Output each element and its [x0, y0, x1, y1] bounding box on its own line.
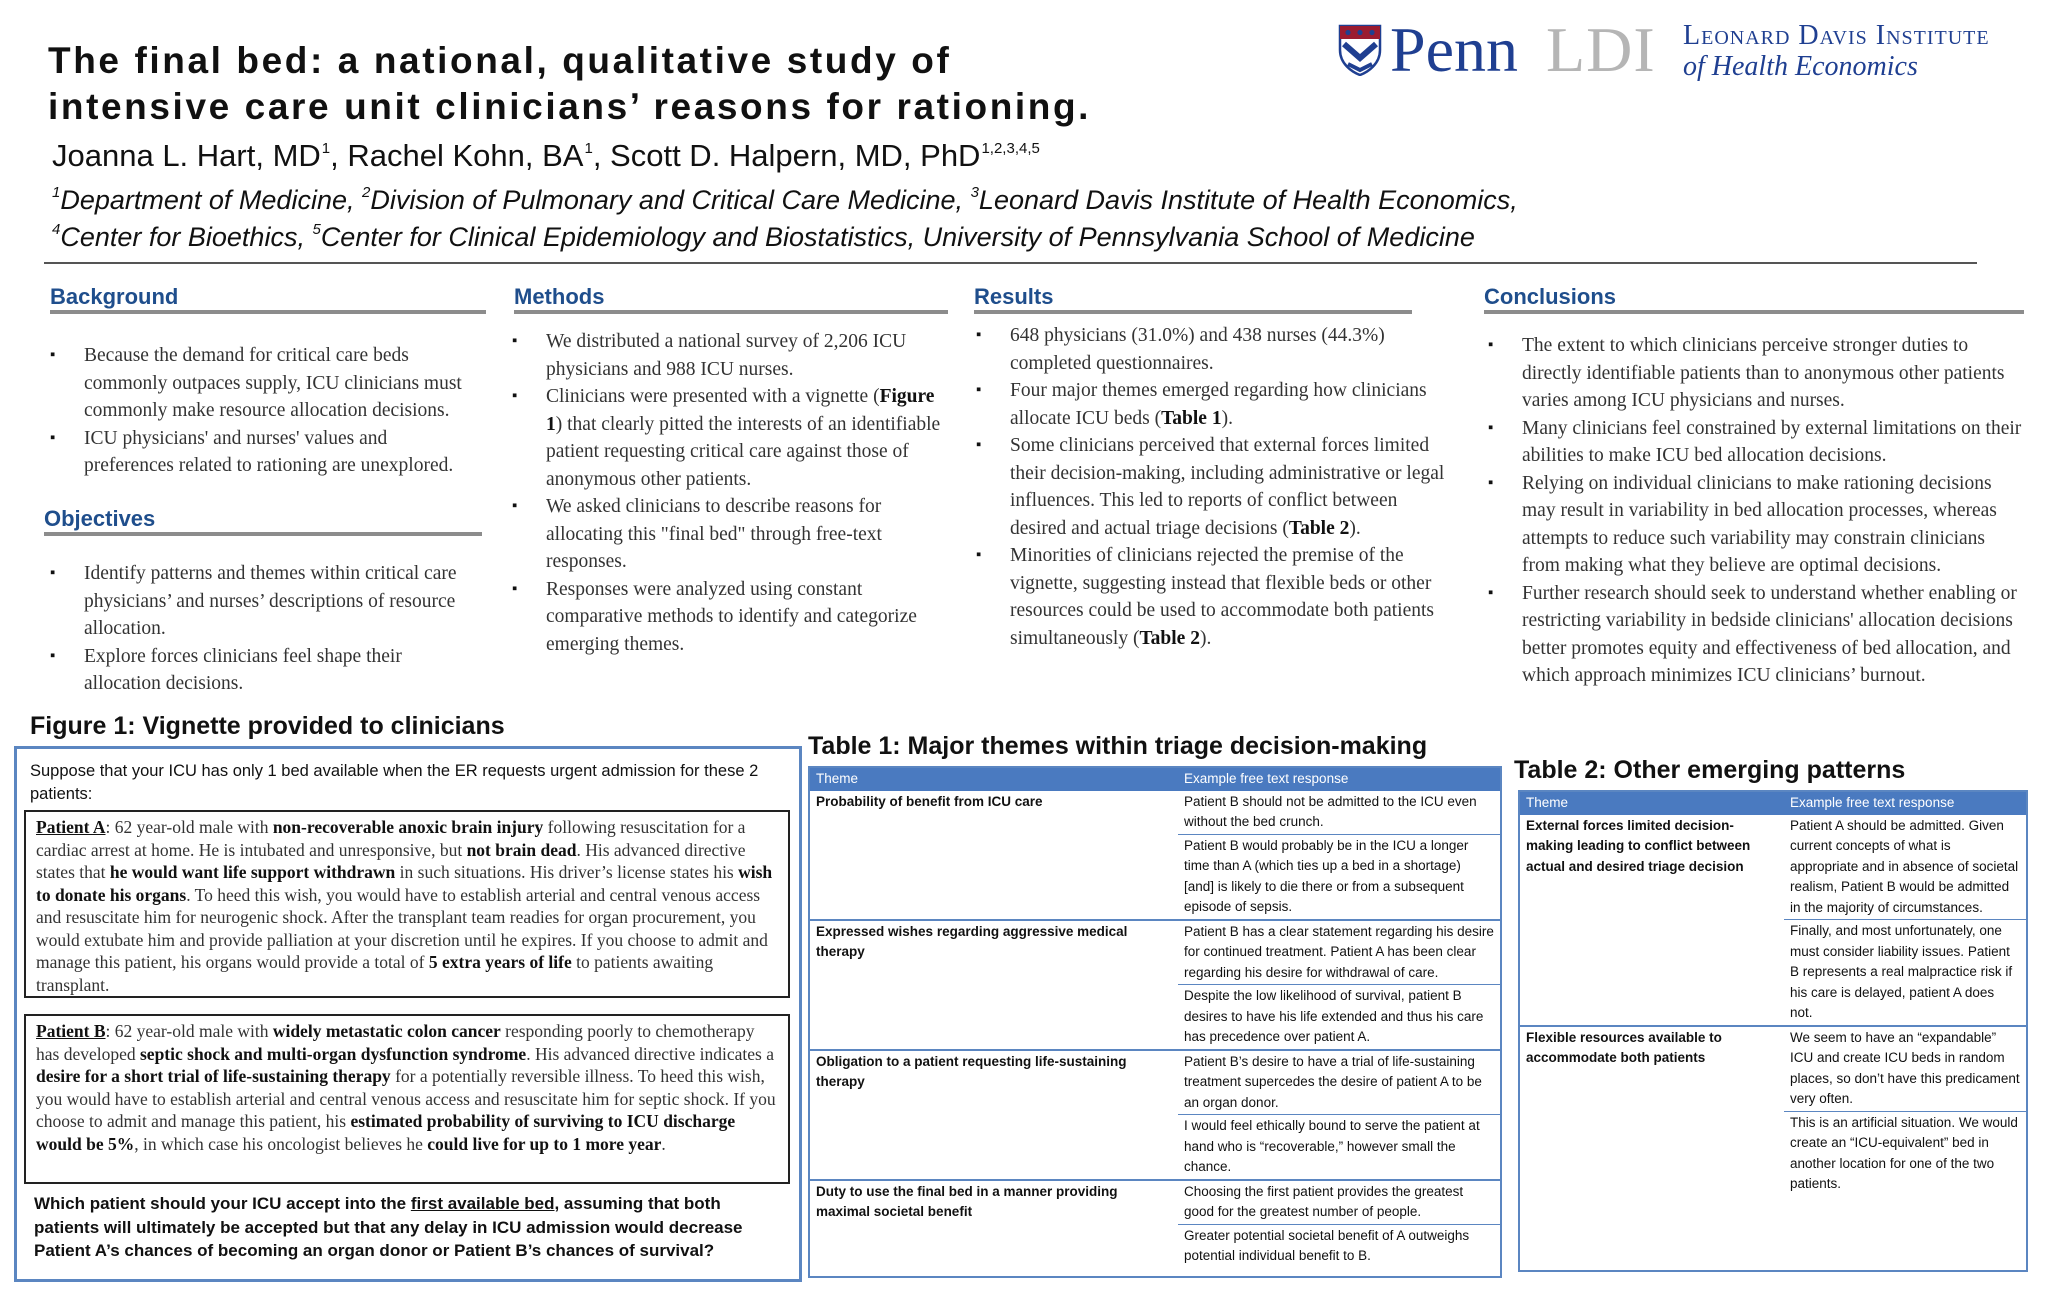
- conclusions-bullet: ▪ Relying on individual clinicians to make rationing decisions may result in variability in bed allocation processes, whereas attempts to reduce such variability may constrain clinicians from making what they believe are optimal decisions.: [1488, 470, 2024, 580]
- penn-logo: Penn: [1390, 14, 1518, 85]
- affil-number: 3: [970, 184, 979, 201]
- patient-a-text: . His advanced directive states that: [36, 839, 746, 882]
- table2-col-response: Example free text response: [1784, 792, 2026, 815]
- methods-bullet-text: Responses were analyzed using constant comparative methods to identify and categorize emerging themes.: [546, 578, 917, 655]
- background-list: [50, 342, 480, 480]
- background-rule: [50, 310, 486, 314]
- affil-number: 1: [52, 184, 61, 201]
- objectives-bullet: ▪ Explore forces clinicians feel shape their allocation decisions.: [50, 643, 480, 698]
- table1-response-cell: Despite the low likelihood of survival, patient B desires to have his life extended and thus his care has precedence over patient A.: [1178, 985, 1500, 1050]
- methods-bullet: [512, 576, 948, 659]
- table1-theme-cell: Obligation to a patient requesting life-sustaining therapy: [810, 1050, 1178, 1180]
- header-divider: [44, 262, 1977, 264]
- results-bullet-bold: Table 2: [1139, 627, 1200, 649]
- results-list: [976, 322, 1448, 652]
- author-name: Joanna L. Hart, MD: [52, 138, 321, 173]
- table1-title: Table 1: Major themes within triage decision-making: [808, 732, 1428, 760]
- patient-a-bold: non-recoverable anoxic brain injury: [272, 817, 544, 837]
- patient-b-bold: septic shock and multi-organ dysfunction syndrome: [140, 1043, 527, 1064]
- patient-b-underline: Patient B: [36, 1021, 106, 1041]
- table1-response-cell: Patient B’s desire to have a trial of life-sustaining treatment supercedes the desire of patient A to be an organ donor.: [1178, 1050, 1500, 1115]
- affil-text: Center for Bioethics,: [60, 222, 313, 252]
- results-bullet: [976, 377, 1448, 432]
- table1-theme-cell: Expressed wishes regarding aggressive medical therapy: [810, 920, 1178, 1050]
- patient-b-text: . His advanced directive indicates a: [526, 1043, 775, 1064]
- results-bullet-bold: Table 2: [1288, 517, 1350, 539]
- table1-response-cell: I would feel ethically bound to serve the patient at hand who is “recoverable,” however small the chance.: [1178, 1115, 1500, 1180]
- conclusions-bullet: ▪ Further research should seek to understand whether enabling or restricting variability in bedside clinicians' allocation decisions better promotes equity and effectiveness of bed allocation, and which approach minimizes ICU clinicians’ burnout.: [1488, 580, 2024, 690]
- objectives-heading: Objectives: [44, 506, 156, 531]
- methods-bullet: [512, 493, 948, 576]
- question-text: Which patient should your ICU accept into the: [34, 1194, 411, 1213]
- results-bullet-text: Some clinicians perceived that external forces limited their decision-making, including administrative or legal influences. This led to reports of conflict between desired and actual triage decisions (: [1010, 435, 1445, 539]
- author-affil-number: 1: [321, 140, 331, 157]
- table2-theme-cell: External forces limited decision-making leading to conflict between actual and desired triage decision: [1526, 817, 1751, 874]
- poster-title: [48, 38, 1268, 130]
- methods-list: [512, 328, 948, 658]
- question-text: , assuming that both patients will ultimately be accepted but that any delay in ICU admission would decrease Patient A’s chances of becoming an organ donor or Patient B’s chances of survival?: [34, 1194, 743, 1260]
- results-heading: Results: [974, 284, 1054, 309]
- title-line-1: The final bed: a national, qualitative study of: [48, 40, 952, 81]
- patient-b-text: , in which case his oncologist believes he: [134, 1133, 428, 1154]
- conclusions-list: [1488, 332, 2024, 690]
- objectives-bullet: ▪ Identify patterns and themes within critical care physicians’ and nurses’ descriptions of resource allocation.: [50, 560, 480, 643]
- patient-a-text: in such situations. His driver’s license states his: [395, 862, 739, 882]
- conclusions-bullet: ▪ The extent to which clinicians perceive stronger duties to directly identifiable patients than to anonymous other patients varies among ICU physicians and nurses.: [1488, 332, 2024, 415]
- patient-b-bold: estimated probability of surviving to ICU discharge would be 5%: [36, 1111, 736, 1154]
- patient-a-bold: 5 extra years of life: [428, 952, 572, 972]
- results-bullet: [976, 432, 1448, 542]
- table1-col-theme: Theme: [810, 768, 1178, 791]
- objectives-list: [50, 560, 480, 698]
- ldi-name-line-2: of Health Economics: [1683, 51, 1918, 82]
- methods-bullet: [512, 328, 948, 383]
- results-bullet-text: 648 physicians (31.0%) and 438 nurses (44.3%) completed questionnaires.: [1010, 325, 1385, 374]
- table2-response-cell: We seem to have an “expandable” ICU and create ICU beds in random places, so don’t have this predicament very often.: [1784, 1026, 2026, 1112]
- figure1-title: Figure 1: Vignette provided to clinicians: [30, 712, 505, 740]
- affil-number: 2: [361, 184, 371, 201]
- results-bullet-text: Minorities of clinicians rejected the premise of the vignette, suggesting instead that flexible beds or other resources could be used to accommodate both patients simultaneously (: [1010, 545, 1434, 649]
- affil-text: Leonard Davis Institute of Health Economics,: [978, 185, 1518, 215]
- patient-a-underline: Patient A: [36, 817, 106, 837]
- table1-row: [810, 920, 1500, 985]
- table2-frame: [1518, 790, 2028, 1272]
- patient-a-text: : 62 year-old male with: [105, 817, 273, 837]
- affil-text: Center for Clinical Epidemiology and Biostatistics, University of Pennsylvania School of Medicine: [320, 222, 1475, 252]
- patient-b-bold: widely metastatic colon cancer: [272, 1021, 501, 1041]
- ldi-logo: LDI: [1546, 14, 1656, 85]
- patient-a-text: to patients awaiting transplant.: [36, 952, 714, 995]
- table1: [810, 768, 1500, 1268]
- table2-response-cell: Finally, and most unfortunately, one must consider liability issues. Patient B represents a real malpractice risk if his care is delayed, patient A does not.: [1784, 920, 2026, 1026]
- methods-bullet: [512, 383, 948, 493]
- table1-response-cell: Choosing the first patient provides the greatest good for the greatest number of people.: [1178, 1180, 1500, 1225]
- patient-b-bold: could live for up to 1 more year: [427, 1133, 662, 1154]
- table1-row: [810, 1050, 1500, 1115]
- methods-bullet-text: We distributed a national survey of 2,206 ICU physicians and 988 ICU nurses.: [546, 331, 907, 380]
- results-bullet: [976, 322, 1448, 377]
- figure1-intro: Suppose that your ICU has only 1 bed available when the ER requests urgent admission for these 2 patients:: [30, 762, 759, 803]
- results-bullet-text: ).: [1349, 517, 1361, 539]
- table1-frame: [808, 766, 1502, 1278]
- table2-theme-cell: Flexible resources available to accommodate both patients: [1520, 1026, 1784, 1196]
- ldi-name-line-1: Leonard Davis Institute: [1683, 20, 1990, 51]
- patient-b-bold: desire for a short trial of life-sustaining therapy: [36, 1066, 391, 1086]
- table1-response-cell: Patient B should not be admitted to the ICU even without the bed crunch.: [1184, 793, 1477, 829]
- table2-row: [1520, 815, 2026, 920]
- author-affil-number: 1: [584, 140, 593, 157]
- methods-bullet-text: ) that clearly pitted the interests of an identifiable patient requesting critical care against those of anonymous other patients.: [546, 413, 941, 490]
- methods-rule: [514, 310, 948, 314]
- conclusions-bullet: ▪ Many clinicians feel constrained by external limitations on their abilities to make ICU bed allocation decisions.: [1488, 415, 2024, 470]
- methods-bullet-bold: Figure 1: [546, 386, 935, 435]
- table2: [1520, 792, 2026, 1196]
- patient-a-vignette: [24, 810, 790, 998]
- patient-b-vignette: [24, 1014, 790, 1184]
- patient-a-emph: [36, 817, 106, 837]
- patient-b-text: responding poorly to chemotherapy has developed: [36, 1021, 755, 1064]
- table1-col-response: Example free text response: [1178, 768, 1500, 791]
- methods-heading: Methods: [514, 284, 605, 309]
- background-heading: Background: [50, 284, 179, 309]
- author-name: Rachel Kohn, BA: [347, 138, 584, 173]
- table1-response-cell: Greater potential societal benefit of A outweighs potential individual benefit to B.: [1178, 1224, 1500, 1268]
- patient-a-bold: wish to donate his organs: [36, 862, 773, 905]
- affiliations-line-1: [52, 184, 1518, 216]
- patient-b-text: .: [661, 1133, 666, 1154]
- table1-header-row: [810, 768, 1500, 791]
- table2-title: Table 2: Other emerging patterns: [1514, 756, 1906, 784]
- table1-row: [810, 791, 1500, 835]
- table1-row: [810, 1180, 1500, 1225]
- methods-bullet-text: We asked clinicians to describe reasons for allocating this "final bed" through free-text responses.: [546, 496, 882, 572]
- table2-response-cell: Patient A should be admitted. Given current concepts of what is appropriate and in absence of societal realism, Patient B would be admitted in the majority of circumstances.: [1790, 817, 2019, 915]
- patient-a-bold: not brain dead: [466, 839, 577, 860]
- question-underline: first available bed: [410, 1194, 555, 1213]
- table1-response-cell: Patient B has a clear statement regarding his desire for continued treatment. Patient A has been clear regarding his desire for withdrawal of care.: [1178, 920, 1500, 985]
- affil-number: 5: [312, 221, 321, 238]
- patient-a-bold: he would want life support withdrawn: [109, 862, 396, 882]
- table2-header-row: [1520, 792, 2026, 815]
- results-bullet-text: ).: [1199, 627, 1212, 649]
- title-line-2: intensive care unit clinicians’ reasons for rationing.: [48, 86, 1092, 127]
- author-name: Scott D. Halpern, MD, PhD: [610, 138, 981, 173]
- conclusions-rule: [1484, 310, 2024, 314]
- penn-shield-icon: [1338, 24, 1382, 76]
- author-affil-number: 1,2,3,4,5: [981, 140, 1040, 157]
- methods-bullet-text: Clinicians were presented with a vignette (: [546, 386, 880, 407]
- results-bullet-text: ).: [1221, 407, 1233, 429]
- affil-text: Department of Medicine,: [60, 185, 362, 215]
- conclusions-heading: Conclusions: [1484, 284, 1617, 309]
- table2-row: [1520, 1026, 2026, 1112]
- patient-b-text: : 62 year-old male with: [105, 1021, 273, 1041]
- affiliations-line-2: [52, 221, 1475, 253]
- patient-a-text: following resuscitation for a cardiac arrest at home. He is intubated and unresponsive, but: [36, 817, 746, 860]
- results-bullet-text: Four major themes emerged regarding how clinicians allocate ICU beds (: [1010, 380, 1427, 429]
- results-bullet: [976, 542, 1448, 652]
- background-bullet: ▪ Because the demand for critical care beds commonly outpaces supply, ICU clinicians must commonly make resource allocation decisions.: [50, 342, 480, 425]
- objectives-rule: [44, 532, 482, 536]
- table1-theme-cell: Duty to use the final bed in a manner providing maximal societal benefit: [810, 1180, 1178, 1268]
- affil-number: 4: [52, 221, 61, 238]
- patient-a-text: . To heed this wish, you would have to establish arterial and central venous access and resuscitate him for neurogenic shock. After the transplant team readies for organ procurement, you would extubate him and provide palliation at your discretion until he expires. If you choose to admit and manage this patient, his organs would provide a total of: [36, 884, 768, 972]
- table2-col-theme: Theme: [1520, 792, 1784, 815]
- patient-b-emph: [36, 1021, 106, 1041]
- table1-theme-cell: Probability of benefit from ICU care: [816, 793, 1043, 809]
- affil-text: Division of Pulmonary and Critical Care Medicine,: [370, 185, 971, 215]
- author-list: Joanna L. Hart, $MD^1$, Rachel Kohn, $BA^1$, Scott D. Halpern, MD, PhD$^{1,2,3,4,5}$: [52, 138, 1040, 173]
- results-bullet-bold: Table 1: [1161, 407, 1222, 429]
- table1-response-cell: Patient B would probably be in the ICU a longer time than A (which ties up a bed in a shortage) [and] is likely to die there or from a subsequent episode of sepsis.: [1178, 834, 1500, 920]
- table2-response-cell: This is an artificial situation. We would create an “ICU-equivalent” bed in another location for one of the two patients.: [1784, 1111, 2026, 1196]
- patient-b-text: for a potentially reversible illness. To heed this wish, you would have to establish arterial and central venous access and resuscitate him for septic shock. If you choose to admit and manage this patient, his: [36, 1066, 776, 1131]
- background-bullet: ▪ ICU physicians' and nurses' values and preferences related to rationing are unexplored.: [50, 425, 480, 480]
- results-rule: [974, 310, 1412, 314]
- figure1-question: [34, 1192, 786, 1263]
